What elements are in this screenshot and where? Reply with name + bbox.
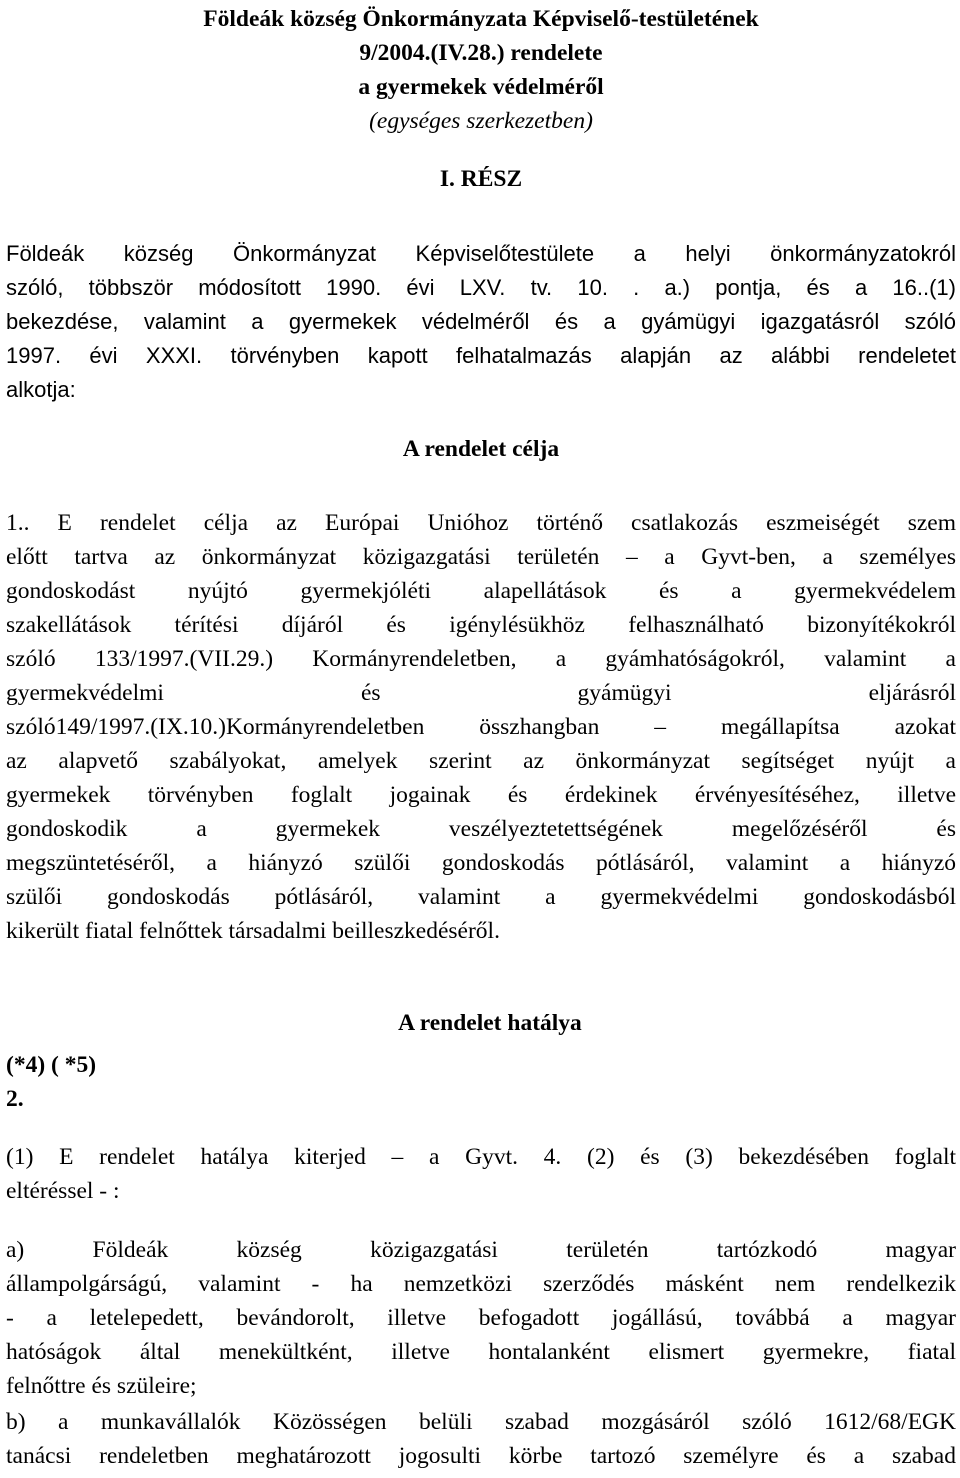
section-2-paragraph-b (6, 1405, 956, 1473)
section-1-line: gondoskodik a gyermekek veszélyeztetettségének megelőzéséről és (6, 816, 956, 842)
section-2-line: b) a munkavállalók Közösségen belüli szabad mozgásáról szóló 1612/68/EGK (6, 1409, 956, 1435)
section-1-line: előtt tartva az önkormányzat közigazgatási területén – a Gyvt-ben, a személyes (6, 544, 956, 570)
preamble-line: Földeák község Önkormányzat Képviselőtestülete a helyi önkormányzatokról (6, 241, 956, 266)
section-2-line: hatóságok által menekültként, illetve hontalanként elismert gyermekre, fiatal (6, 1339, 956, 1365)
section-1-line: gondoskodást nyújtó gyermekjóléti alapellátások és a gyermekvédelem (6, 578, 956, 604)
title-line-2: 9/2004.(IV.28.) rendelete (359, 40, 603, 66)
section-2-line: tanácsi rendeletben meghatározott jogosulti körbe tartozó személyre és a szabad (6, 1443, 956, 1469)
part-heading: I. RÉSZ (439, 166, 523, 192)
preamble-line: 1997. évi XXXI. törvényben kapott felhatalmazás alapján az alábbi rendeletet (6, 343, 956, 368)
section-1-heading: A rendelet célja (402, 436, 560, 462)
section-2-paragraph-a (6, 1233, 956, 1403)
section-2-line: eltéréssel - : (6, 1178, 120, 1204)
section-2-notes: (*4) ( *5) (6, 1052, 97, 1078)
section-1-line: szakellátások térítési díjáról és igénylésükhöz felhasználható bizonyítékokról (6, 612, 956, 638)
document-title (6, 2, 956, 104)
section-2-number: 2. (6, 1086, 24, 1112)
section-1-line: szóló149/1997.(IX.10.)Kormányrendeletben összhangban – megállapítsa azokat (6, 714, 956, 740)
section-1-line: gyermekvédelmi és gyámügyi eljárásról (6, 680, 956, 706)
preamble-line: bekezdése, valamint a gyermekek védelméről és a gyámügyi igazgatásról szóló (6, 309, 956, 334)
document-subtitle (6, 104, 956, 138)
preamble (6, 237, 956, 407)
section-2-heading: A rendelet hatálya (398, 1010, 582, 1036)
preamble-line: alkotja: (6, 377, 76, 402)
section-1-line: kikerült fiatal felnőttek társadalmi beilleszkedéséről. (6, 918, 500, 944)
section-1-line: az alapvető szabályokat, amelyek szerint az önkormányzat segítséget nyújt a (6, 748, 956, 774)
title-line-1: Földeák község Önkormányzata Képviselő-testületének (203, 6, 759, 32)
section-2-line: állampolgárságú, valamint - ha nemzetközi szerződés másként nem rendelkezik (6, 1271, 956, 1297)
preamble-line: szóló, többször módosított 1990. évi LXV. tv. 10. . a.) pontja, és a 16..(1) (6, 275, 956, 300)
title-line-3: a gyermekek védelméről (358, 74, 604, 100)
section-2-line: a) Földeák község közigazgatási területén tartózkodó magyar (6, 1237, 956, 1263)
section-2-line: felnőttre és szüleire; (6, 1373, 197, 1399)
section-1-line: szóló 133/1997.(VII.29.) Kormányrendeletben, a gyámhatóságokról, valamint a (6, 646, 956, 672)
section-2-line: - a letelepedett, bevándorolt, illetve befogadott jogállású, továbbá a magyar (6, 1305, 956, 1331)
section-2-paragraph-1 (6, 1140, 956, 1208)
section-1-line: szülői gondoskodás pótlásáról, valamint a gyermekvédelmi gondoskodásból (6, 884, 956, 910)
section-1-body (6, 506, 956, 948)
section-1-line: megszüntetéséről, a hiányzó szülői gondoskodás pótlásáról, valamint a hiányzó (6, 850, 956, 876)
section-1-line: gyermekek törvényben foglalt jogainak és érdekinek érvényesítéséhez, illetve (6, 782, 956, 808)
title-line-4: (egységes szerkezetben) (369, 108, 593, 134)
section-2-line: (1) E rendelet hatálya kiterjed – a Gyvt. 4. (2) és (3) bekezdésében foglalt (6, 1144, 956, 1170)
section-1-line: 1.. E rendelet célja az Európai Unióhoz történő csatlakozás eszmeiségét szem (6, 510, 956, 536)
